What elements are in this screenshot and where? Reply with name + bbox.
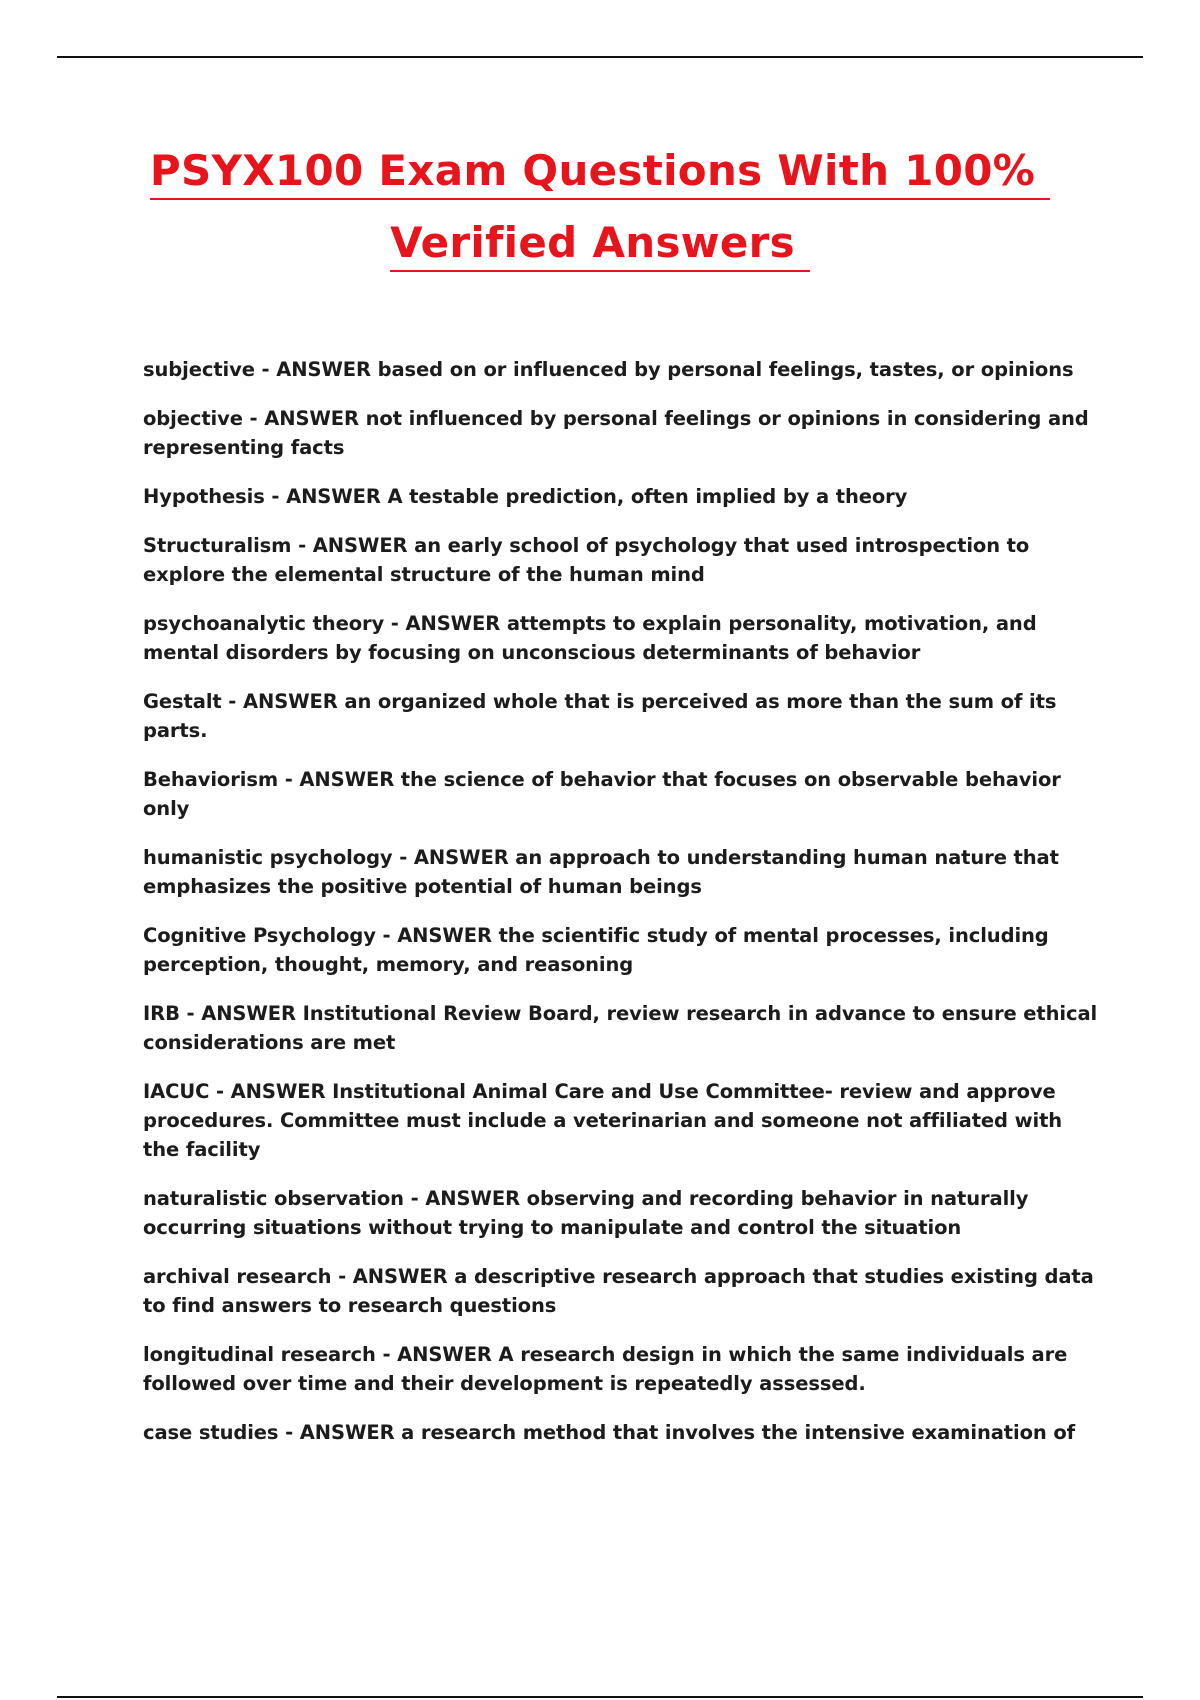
qa-item-longitudinal-research: longitudinal research - ANSWER A research design in which the same individuals are followed over time and their development is repeatedly assessed. — [143, 1343, 1068, 1395]
qa-item-psychoanalytic-theory: psychoanalytic theory - ANSWER attempts to explain personality, motivation, and mental disorders by focusing on unconscious determinants of behavior — [143, 612, 1037, 664]
title-line-2: Verified Answers — [390, 222, 810, 272]
qa-item-humanistic-psychology: humanistic psychology - ANSWER an approach to understanding human nature that emphasizes the positive potential of human beings — [143, 846, 1059, 898]
qa-item-naturalistic-observation: naturalistic observation - ANSWER observing and recording behavior in naturally occurring situations without trying to manipulate and control the situation — [143, 1187, 1029, 1239]
qa-item-archival-research: archival research - ANSWER a descriptive research approach that studies existing data to find answers to research questions — [143, 1265, 1094, 1317]
qa-item-objective: objective - ANSWER not influenced by personal feelings or opinions in considering and representing facts — [143, 407, 1089, 459]
qa-item-behaviorism: Behaviorism - ANSWER the science of behavior that focuses on observable behavior only — [143, 768, 1061, 820]
question-answer-list — [143, 355, 1098, 1467]
qa-item-case-studies: case studies - ANSWER a research method that involves the intensive examination of — [143, 1421, 1076, 1444]
title-line-1: PSYX100 Exam Questions With 100% — [150, 150, 1050, 200]
qa-item-iacuc: IACUC - ANSWER Institutional Animal Care and Use Committee- review and approve procedures. Committee must include a veterinarian and someone not affiliated with the facility — [143, 1080, 1063, 1161]
qa-item-subjective: subjective - ANSWER based on or influenced by personal feelings, tastes, or opinions — [143, 358, 1074, 381]
qa-item-gestalt: Gestalt - ANSWER an organized whole that is perceived as more than the sum of its parts. — [143, 690, 1057, 742]
qa-item-cognitive-psychology: Cognitive Psychology - ANSWER the scientific study of mental processes, including perception, thought, memory, and reasoning — [143, 924, 1049, 976]
document-title — [0, 146, 1200, 272]
qa-item-structuralism: Structuralism - ANSWER an early school of psychology that used introspection to explore the elemental structure of the human mind — [143, 534, 1030, 586]
bottom-divider — [57, 1696, 1143, 1698]
qa-item-hypothesis: Hypothesis - ANSWER A testable prediction, often implied by a theory — [143, 485, 908, 508]
top-divider — [57, 56, 1143, 58]
qa-item-irb: IRB - ANSWER Institutional Review Board, review research in advance to ensure ethical considerations are met — [143, 1002, 1098, 1054]
